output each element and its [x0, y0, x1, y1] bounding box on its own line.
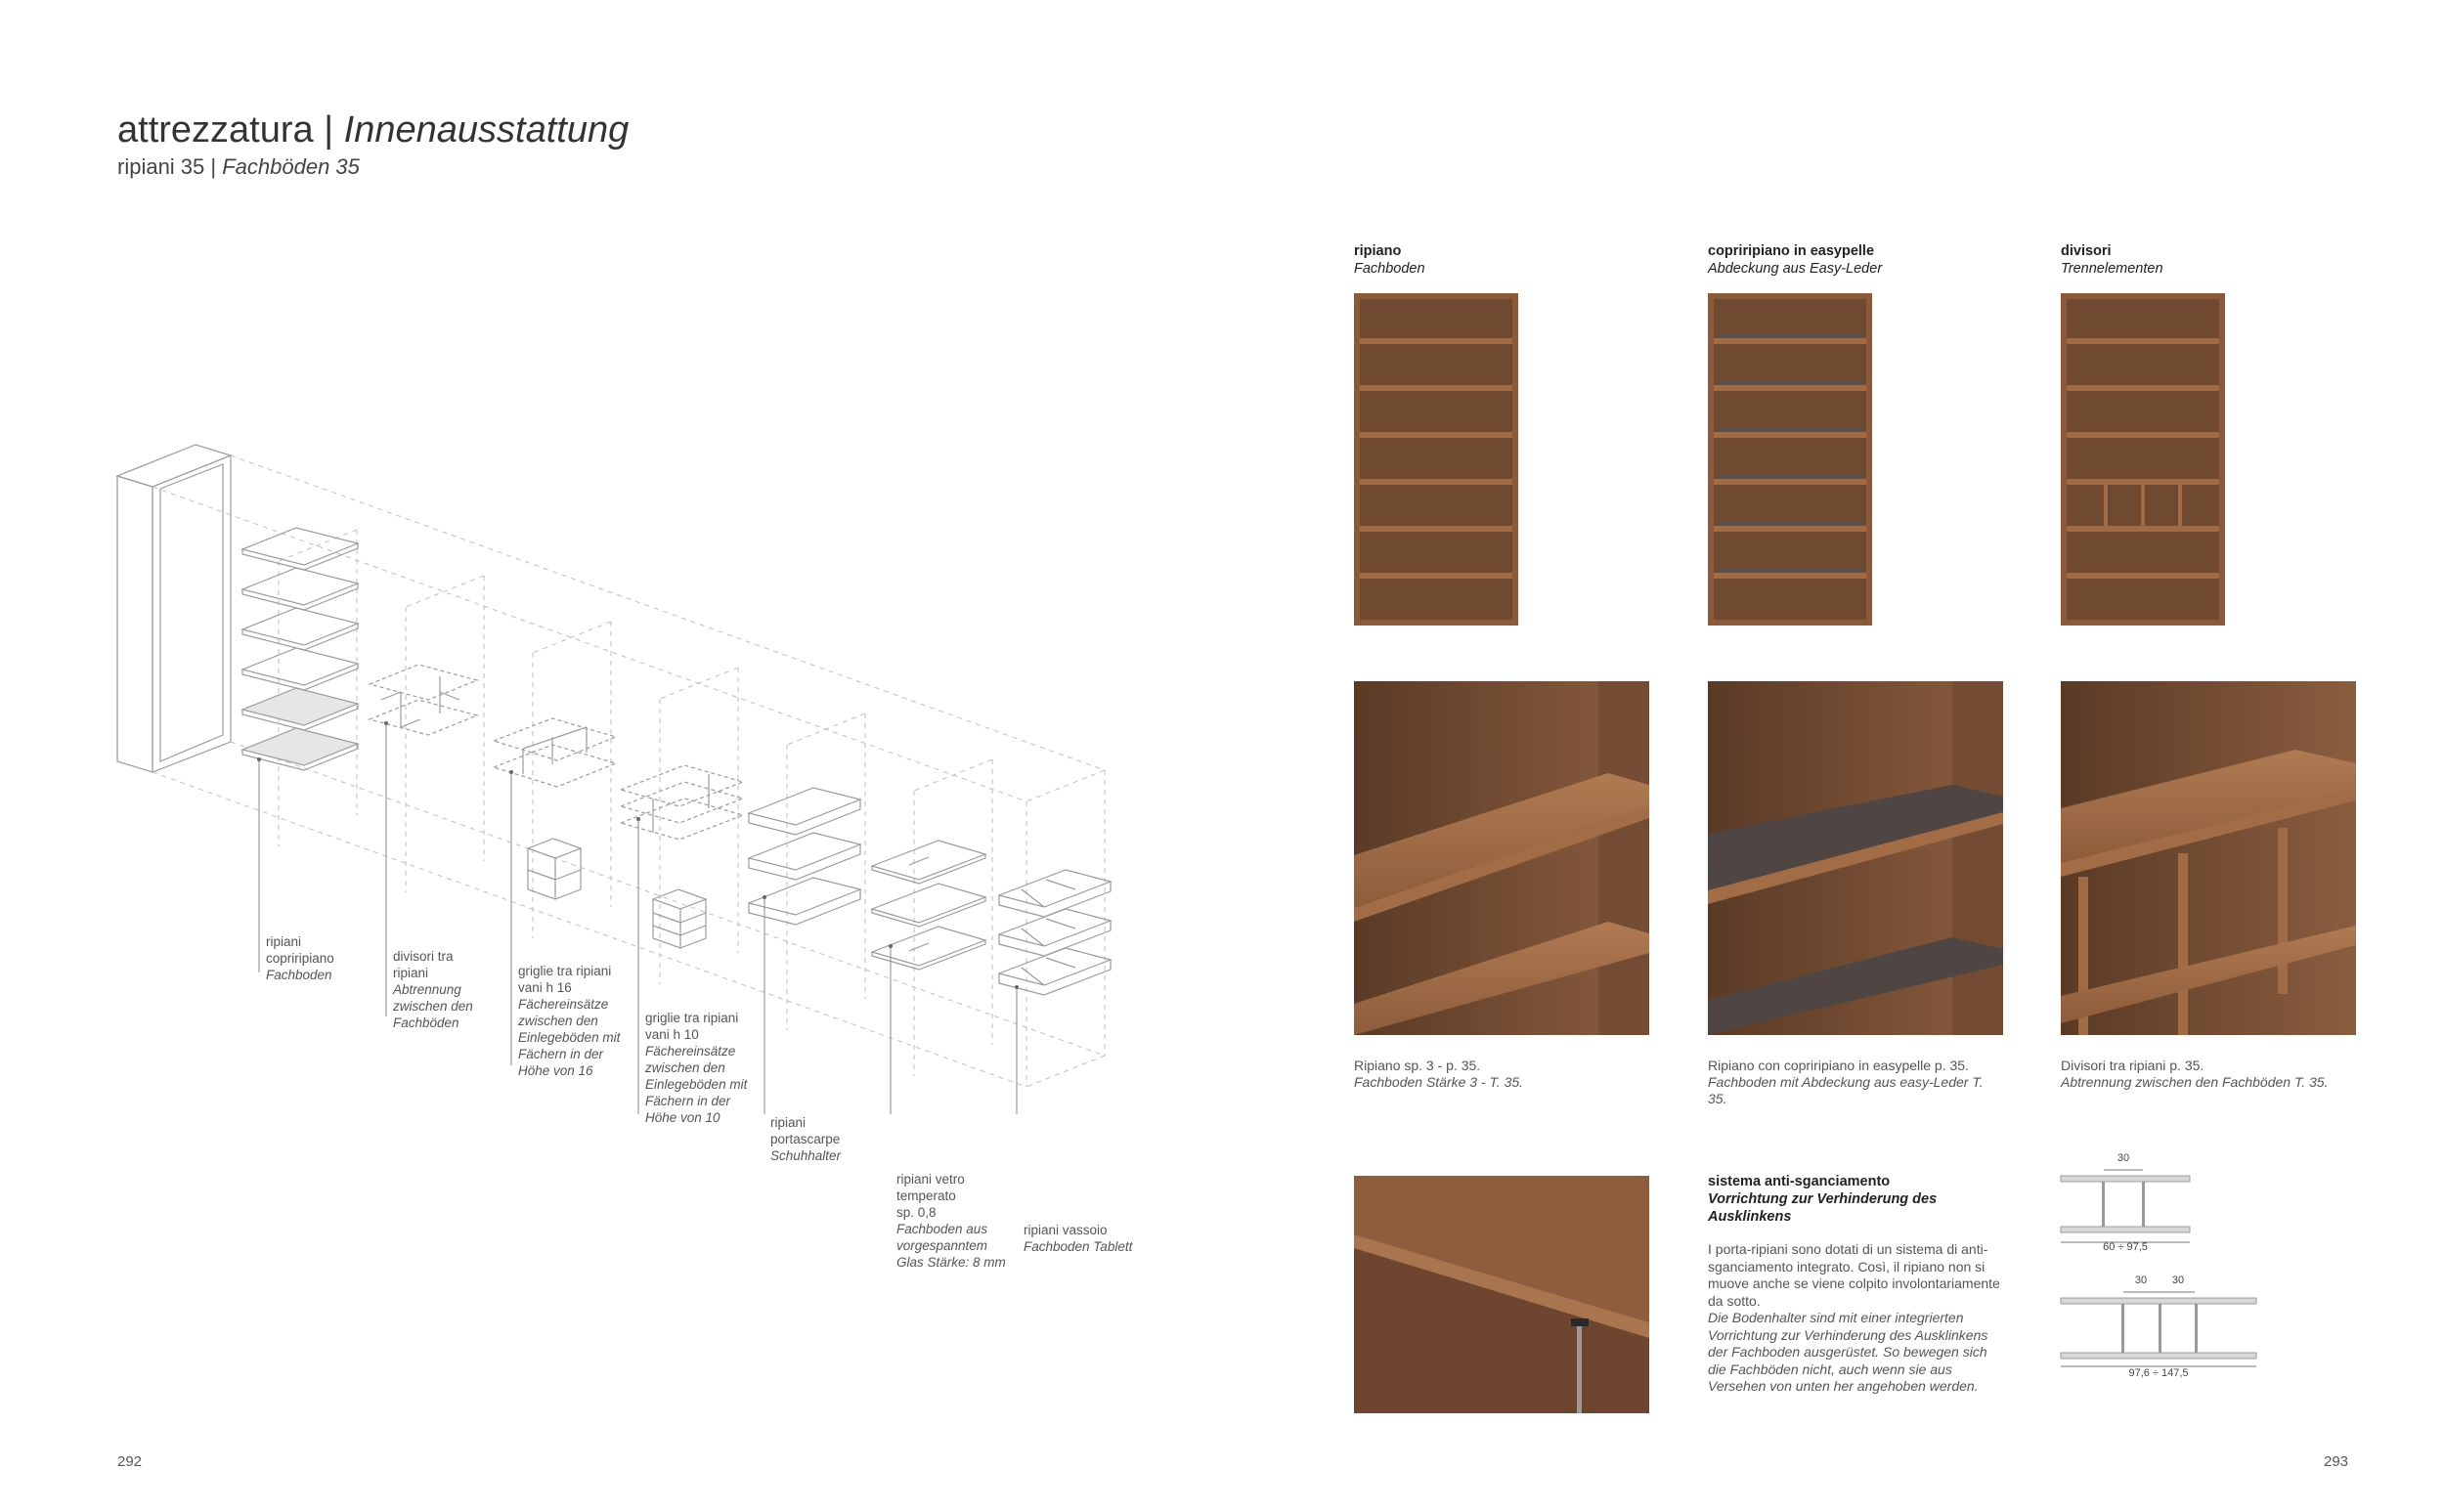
grid-insert-h16 — [494, 718, 616, 899]
label-line: griglie tra ripiani — [518, 964, 612, 978]
label-line: Fächereinsätze — [518, 997, 609, 1012]
column-head-de: Abdeckung aus Easy-Leder — [1708, 261, 1883, 277]
bookcase-dividers-image — [2061, 293, 2225, 626]
dimension-bottom: 97,6 ÷ 147,5 — [2128, 1367, 2189, 1379]
dimension-double-divider — [2053, 1271, 2288, 1388]
label-line: griglie tra ripiani — [645, 1011, 739, 1025]
caption-de: Fachboden mit Abdeckung aus easy-Leder T. 35. — [1708, 1074, 1984, 1106]
label-grid-h16 — [518, 963, 620, 1079]
label-dividers — [393, 948, 473, 1031]
label-line: Fächern in der — [518, 1047, 604, 1061]
ghost-boxes — [153, 455, 1105, 1087]
caption-de: Abtrennung zwischen den Fachböden T. 35. — [2061, 1074, 2329, 1090]
label-line: Glas Stärke: 8 mm — [896, 1255, 1006, 1270]
wardrobe-carcass — [117, 445, 231, 772]
label-line: ripiani — [266, 934, 302, 949]
caption-leather — [1708, 1058, 2001, 1107]
label-line: divisori tra — [393, 949, 454, 964]
anti-unhook-body-de: Die Bodenhalter sind mit einer integrierten Vorrichtung zur Verhinderung des Ausklinkens der Fachboden ausgerüstet. So bewegen sich die Fachböden nicht, auch wenn sie aus Versehen von unten her angehoben werden. — [1708, 1310, 1988, 1394]
grid-insert-h10 — [621, 765, 743, 948]
label-line: Abtrennung — [393, 982, 461, 997]
anti-unhook-title-de: Vorrichtung zur Verhinderung des Ausklinkens — [1708, 1191, 1938, 1225]
label-line: Schuhhalter — [770, 1148, 842, 1163]
label-line: ripiani vetro — [896, 1172, 965, 1187]
title-italian: attrezzatura — [117, 109, 314, 151]
label-line: temperato — [896, 1188, 956, 1203]
page-title — [117, 109, 629, 151]
bookcase-shelf-image — [1354, 293, 1518, 626]
column-head-leather — [1708, 242, 1882, 278]
subtitle-separator: | — [204, 154, 223, 179]
anti-unhook-title-it: sistema anti-sganciamento — [1708, 1174, 1891, 1189]
subtitle-german: Fachböden 35 — [222, 154, 360, 179]
anti-unhook-body — [1708, 1241, 2001, 1396]
exploded-diagram — [108, 430, 1163, 1114]
label-line: vorgespanntem — [896, 1238, 988, 1253]
label-shelves-cover — [266, 933, 334, 983]
caption-it: Ripiano sp. 3 - p. 35. — [1354, 1058, 1481, 1073]
dimension-bottom: 60 ÷ 97,5 — [2103, 1241, 2148, 1253]
column-head-it: divisori — [2061, 243, 2112, 259]
title-german: Innenausstattung — [343, 109, 630, 151]
label-line: zwischen den — [645, 1060, 725, 1075]
label-line: ripiani vassoio — [1024, 1223, 1108, 1237]
closeup-dividers-photo — [2061, 681, 2356, 1035]
title-separator: | — [313, 109, 344, 151]
label-line: copriripiano — [266, 951, 334, 966]
label-line: ripiani — [770, 1115, 807, 1130]
closeup-shelf-photo — [1354, 681, 1649, 1035]
page-number-left: 292 — [117, 1453, 143, 1470]
label-line: Höhe von 16 — [518, 1063, 593, 1078]
anti-unhook-photo — [1354, 1176, 1649, 1413]
label-line: Einlegeböden mit — [518, 1030, 621, 1045]
column-head-it: ripiano — [1354, 243, 1402, 259]
caption-dividers — [2061, 1058, 2374, 1091]
caption-it: Ripiano con copriripiano in easypelle p. 35. — [1708, 1058, 1969, 1073]
caption-de: Fachboden Stärke 3 - T. 35. — [1354, 1074, 1524, 1090]
label-line: Fächereinsätze — [645, 1044, 736, 1058]
label-line: zwischen den — [393, 999, 473, 1014]
label-line: Fachböden — [393, 1015, 459, 1030]
tray-shelves — [999, 870, 1111, 995]
label-line: ripiani — [393, 966, 429, 980]
label-grid-h10 — [645, 1010, 747, 1126]
label-glass-shelves — [896, 1171, 1006, 1271]
page-number-right: 293 — [2324, 1453, 2349, 1470]
dimension-top: 30 — [2134, 1274, 2148, 1286]
dimension-top: 30 — [2171, 1274, 2185, 1286]
column-head-it: copriripiano in easypelle — [1708, 243, 1875, 259]
column-head-de: Trennelementen — [2061, 261, 2163, 277]
page-subtitle — [117, 154, 360, 180]
shelves-stack — [242, 528, 358, 770]
subtitle-italian: ripiani 35 — [117, 154, 205, 179]
label-line: Fächern in der — [645, 1094, 731, 1108]
label-shoe-racks — [770, 1114, 841, 1164]
dimension-single-divider — [2053, 1148, 2288, 1256]
label-line: zwischen den — [518, 1014, 598, 1028]
label-line: Fachboden aus — [896, 1222, 988, 1236]
column-head-de: Fachboden — [1354, 261, 1425, 277]
glass-shelves — [872, 841, 985, 970]
label-line: Einlegeböden mit — [645, 1077, 748, 1092]
label-line: portascarpe — [770, 1132, 841, 1146]
leader-lines — [259, 723, 1017, 1114]
label-line: Höhe von 10 — [645, 1110, 720, 1125]
bookcase-leather-image — [1708, 293, 1872, 626]
label-line: Fachboden — [266, 968, 332, 982]
label-tray-shelves — [1024, 1222, 1132, 1255]
column-head-dividers — [2061, 242, 2163, 278]
closeup-leather-photo — [1708, 681, 2003, 1035]
anti-unhook-title — [1708, 1173, 2001, 1226]
label-line: vani h 10 — [645, 1027, 699, 1042]
label-line: Fachboden Tablett — [1024, 1239, 1133, 1254]
dimension-top: 30 — [2117, 1152, 2130, 1164]
caption-it: Divisori tra ripiani p. 35. — [2061, 1058, 2204, 1073]
shoe-racks — [749, 788, 860, 925]
anti-unhook-body-it: I porta-ripiani sono dotati di un sistema di anti-sganciamento integrato. Così, il ripiano non si muove anche se viene colpito involontariamente da sotto. — [1708, 1241, 2000, 1309]
caption-shelf — [1354, 1058, 1647, 1091]
label-line: vani h 16 — [518, 980, 572, 995]
column-head-shelf — [1354, 242, 1425, 278]
label-line: sp. 0,8 — [896, 1205, 937, 1220]
